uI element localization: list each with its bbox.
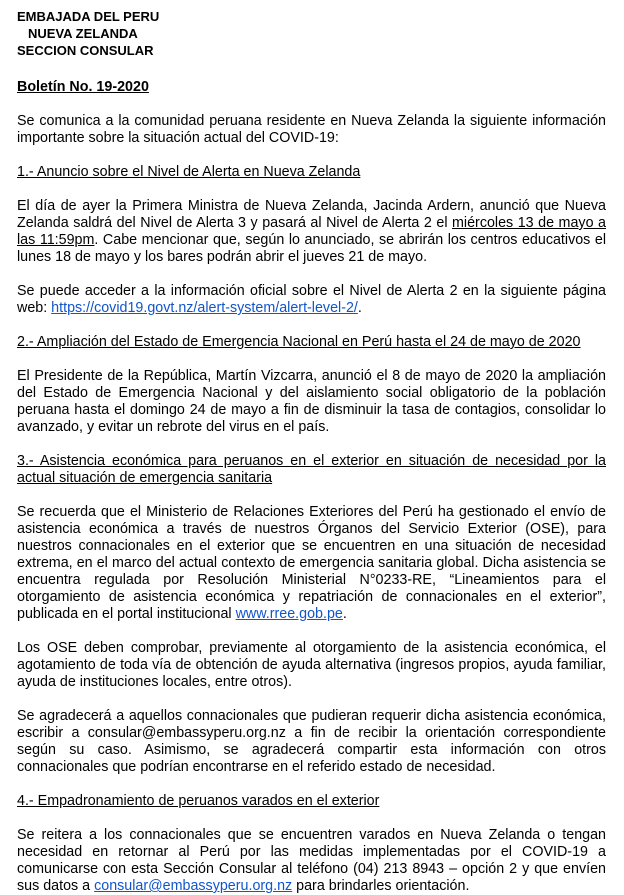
section1-p1-date: miércoles 13 de mayo a las 11:59pm xyxy=(17,215,606,248)
section1-paragraph1 xyxy=(17,198,606,266)
section4-p1-text: Se reitera a los connacionales que se encuentren varados en Nueva Zelanda o tengan necesidad en retornar al Perú por las medidas implementadas por el COVID-19 a comunicarse con esta Sección Consular al teléfono (04) 213 8943 – opción 2 y que envíen sus datos a xyxy=(17,827,606,894)
alert-level-link[interactable]: https://covid19.govt.nz/alert-system/alert-level-2/ xyxy=(51,300,358,316)
section3-p1-text: Se recuerda que el Ministerio de Relaciones Exteriores del Perú ha gestionado el envío de asistencia económica a través de nuestros Órganos del Servicio Exterior (OSE), para nuestros connacionales en el exterior que se encuentren en una situación de necesidad extrema, en el marco del actual contexto de emergencia sanitaria global. Dicha asistencia se encuentra regulada por Resolución Ministerial N°0233-RE, “Lineamientos para el otorgamiento de asistencia económica y repatriación de connacionales en el exterior”, publicada en el portal institucional xyxy=(17,504,606,622)
document-body xyxy=(17,113,606,895)
section3-paragraph2: Los OSE deben comprobar, previamente al otorgamiento de la asistencia económica, el agotamiento de toda vía de obtención de ayuda alternativa (ingresos propios, ayuda familiar, ayuda de instituciones locales, entre otros). xyxy=(17,640,606,690)
letterhead-country: NUEVA ZELANDA xyxy=(28,26,138,41)
rree-link[interactable]: www.rree.gob.pe xyxy=(235,606,343,622)
section2-heading: 2.- Ampliación del Estado de Emergencia Nacional en Perú hasta el 24 de mayo de 2020 xyxy=(17,334,581,350)
letterhead-section: SECCION CONSULAR xyxy=(17,43,154,58)
letterhead-embassy: EMBAJADA DEL PERU xyxy=(17,9,160,24)
intro-paragraph: Se comunica a la comunidad peruana residente en Nueva Zelanda la siguiente información importante sobre la situación actual del COVID-19: xyxy=(17,113,606,146)
section1-p1-text: El día de ayer la Primera Ministra de Nueva Zelanda, Jacinda Ardern, anunció que Nueva Zelanda saldrá del Nivel de Alerta 3 y pasará al Nivel de Alerta 2 el xyxy=(17,198,606,231)
section1-heading: 1.- Anuncio sobre el Nivel de Alerta en Nueva Zelanda xyxy=(17,164,361,180)
bulletin-title: Boletín No. 19-2020 xyxy=(17,79,149,95)
section3-paragraph3: Se agradecerá a aquellos connacionales que pudieran requerir dicha asistencia económica, escribir a consular@embassyperu.org.nz a fin de recibir la orientación correspondiente según su caso. Asimismo, se agradecerá compartir esta información con otros connacionales que podrían encontrarse en el referido estado de necesidad. xyxy=(17,708,606,775)
section2-paragraph1: El Presidente de la República, Martín Vizcarra, anunció el 8 de mayo de 2020 la ampliación del Estado de Emergencia Nacional y del aislamiento social obligatorio de la población peruana hasta el domingo 24 de mayo a fin de disminuir la tasa de contagios, consolidar lo avanzado, y evitar un rebrote del virus en el país. xyxy=(17,368,606,435)
section3-p1-text-end: . xyxy=(342,606,347,622)
section1-p1-text-end: . Cabe mencionar que, según lo anunciado, se abrirán los centros educativos el lunes 18 de mayo y los bares podrán abrir el jueves 21 de mayo. xyxy=(17,232,606,265)
section1-p2-text-end: . xyxy=(357,300,362,316)
section4-paragraph1 xyxy=(17,827,606,895)
section3-paragraph1 xyxy=(17,504,606,623)
letterhead xyxy=(17,8,606,59)
consular-email-link[interactable]: consular@embassyperu.org.nz xyxy=(94,878,293,894)
section1-p2-text: Se puede acceder a la información oficial sobre el Nivel de Alerta 2 en la siguiente página web: xyxy=(17,283,606,316)
section1-paragraph2 xyxy=(17,283,606,317)
section4-p1-text-end: para brindarles orientación. xyxy=(292,878,470,894)
section4-heading: 4.- Empadronamiento de peruanos varados en el exterior xyxy=(17,793,380,809)
section3-heading: 3.- Asistencia económica para peruanos en el exterior en situación de necesidad por la actual situación de emergencia sanitaria xyxy=(17,453,606,486)
